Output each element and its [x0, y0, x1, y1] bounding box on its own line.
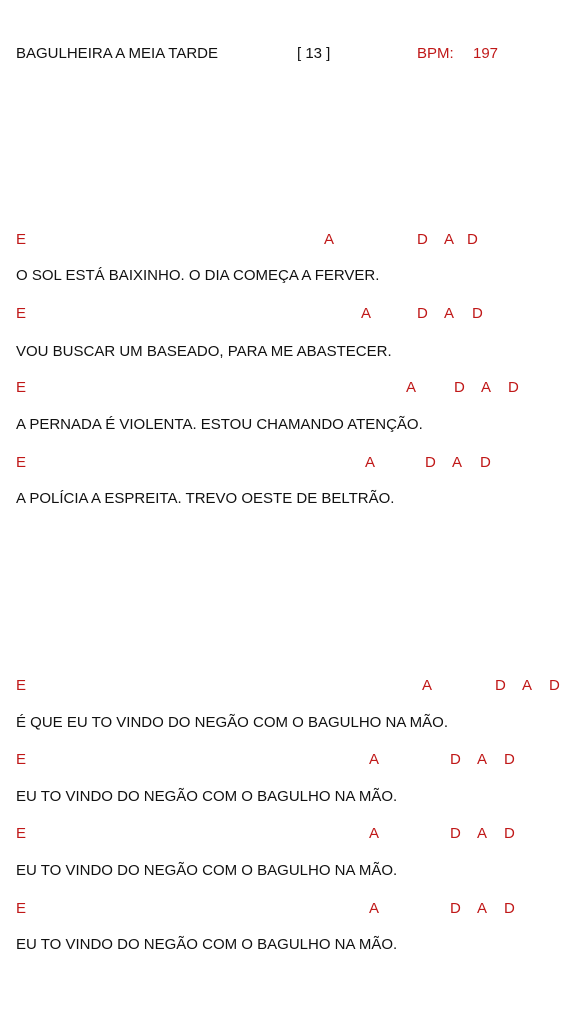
lyric-line: EU TO VINDO DO NEGÃO COM O BAGULHO NA MÃO.: [16, 788, 398, 805]
chord-a: A: [452, 454, 463, 471]
chord-a: A: [444, 231, 455, 248]
chord-d: D: [450, 751, 461, 768]
chord-e: E: [16, 379, 27, 396]
chord-a: A: [444, 305, 455, 322]
lyric-line: O SOL ESTÁ BAIXINHO. O DIA COMEÇA A FERVER.: [16, 267, 380, 284]
chord-d: D: [472, 305, 483, 322]
chord-e: E: [16, 751, 27, 768]
chord-a: A: [477, 900, 488, 917]
chord-d: D: [450, 825, 461, 842]
chord-d: D: [495, 677, 506, 694]
chord-e: E: [16, 231, 27, 248]
chord-a: A: [477, 825, 488, 842]
chord-d: D: [504, 825, 515, 842]
lyric-line: É QUE EU TO VINDO DO NEGÃO COM O BAGULHO NA MÃO.: [16, 714, 449, 731]
chord-d: D: [417, 231, 428, 248]
chord-d: D: [504, 900, 515, 917]
chord-d: D: [467, 231, 478, 248]
bpm-value: 197: [473, 45, 499, 62]
chord-a: A: [361, 305, 372, 322]
lyric-line: EU TO VINDO DO NEGÃO COM O BAGULHO NA MÃO.: [16, 862, 398, 879]
chord-d: D: [508, 379, 519, 396]
chord-e: E: [16, 305, 27, 322]
song-number: [ 13 ]: [297, 45, 331, 62]
chord-a: A: [522, 677, 533, 694]
chord-d: D: [480, 454, 491, 471]
chord-e: E: [16, 900, 27, 917]
chord-d: D: [549, 677, 560, 694]
chord-a: A: [369, 825, 380, 842]
chord-d: D: [450, 900, 461, 917]
chord-a: A: [324, 231, 335, 248]
chord-d: D: [504, 751, 515, 768]
lyric-line: VOU BUSCAR UM BASEADO, PARA ME ABASTECER.: [16, 343, 392, 360]
chord-a: A: [481, 379, 492, 396]
chord-a: A: [422, 677, 433, 694]
chord-d: D: [454, 379, 465, 396]
chord-d: D: [417, 305, 428, 322]
chord-e: E: [16, 677, 27, 694]
chord-d: D: [425, 454, 436, 471]
song-title: BAGULHEIRA A MEIA TARDE: [16, 45, 219, 62]
chord-a: A: [369, 900, 380, 917]
chord-a: A: [369, 751, 380, 768]
chord-a: A: [477, 751, 488, 768]
lyric-line: A PERNADA É VIOLENTA. ESTOU CHAMANDO ATENÇÃO.: [16, 416, 423, 433]
chord-e: E: [16, 825, 27, 842]
chord-e: E: [16, 454, 27, 471]
chord-a: A: [406, 379, 417, 396]
lyric-line: EU TO VINDO DO NEGÃO COM O BAGULHO NA MÃO.: [16, 936, 398, 953]
bpm-label: BPM:: [417, 45, 454, 62]
chord-a: A: [365, 454, 376, 471]
lyric-line: A POLÍCIA A ESPREITA. TREVO OESTE DE BELTRÃO.: [16, 490, 395, 507]
